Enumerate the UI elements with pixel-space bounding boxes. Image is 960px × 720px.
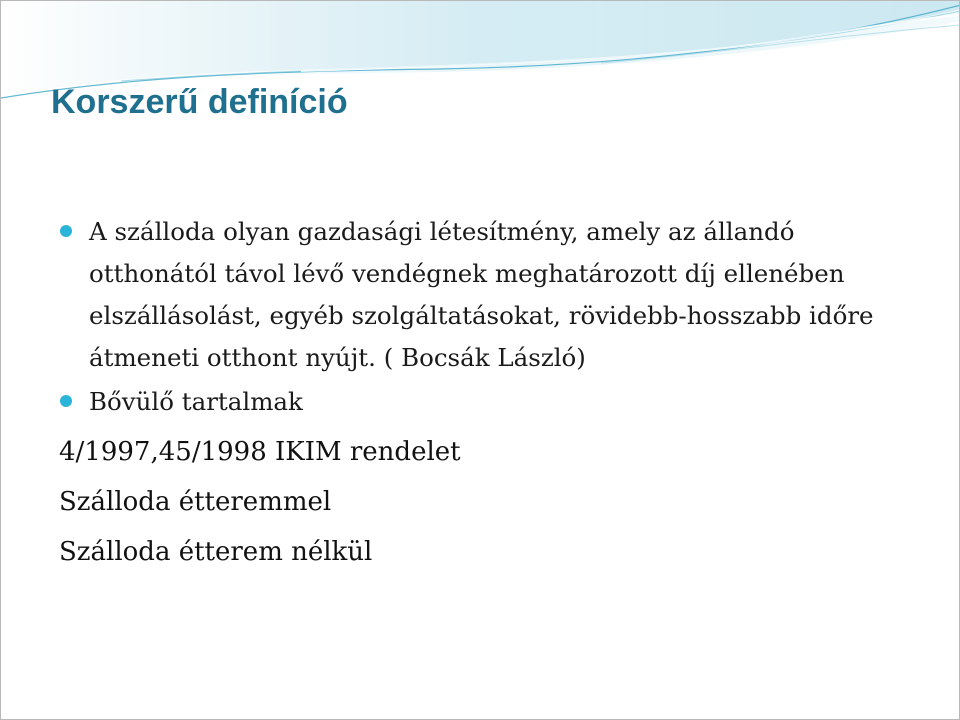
line-regulation: 4/1997,45/1998 IKIM rendelet bbox=[59, 437, 461, 467]
bullet-text: Bővülő tartalmak bbox=[89, 387, 303, 416]
line-hotel-without-restaurant: Szálloda étterem nélkül bbox=[59, 537, 373, 567]
line-hotel-with-restaurant: Szálloda étteremmel bbox=[59, 487, 332, 517]
slide-title: Korszerű definíció bbox=[51, 83, 348, 121]
bullet-text: A szálloda olyan gazdasági létesítmény, amely az állandó otthonától távol lévő vendégnek meghatározott díj ellenében elszállásolást, egyéb szolgáltatásokat, rövidebb-hosszabb időre átmeneti otthont nyújt. ( Bocsák László) bbox=[89, 217, 874, 372]
bullet-item-definition bbox=[59, 211, 919, 379]
plain-lines bbox=[59, 427, 919, 577]
bullet-item-expanding-contents bbox=[59, 381, 919, 423]
bullet-icon bbox=[60, 225, 72, 237]
slide-content bbox=[59, 211, 919, 577]
bullet-icon bbox=[60, 395, 72, 407]
